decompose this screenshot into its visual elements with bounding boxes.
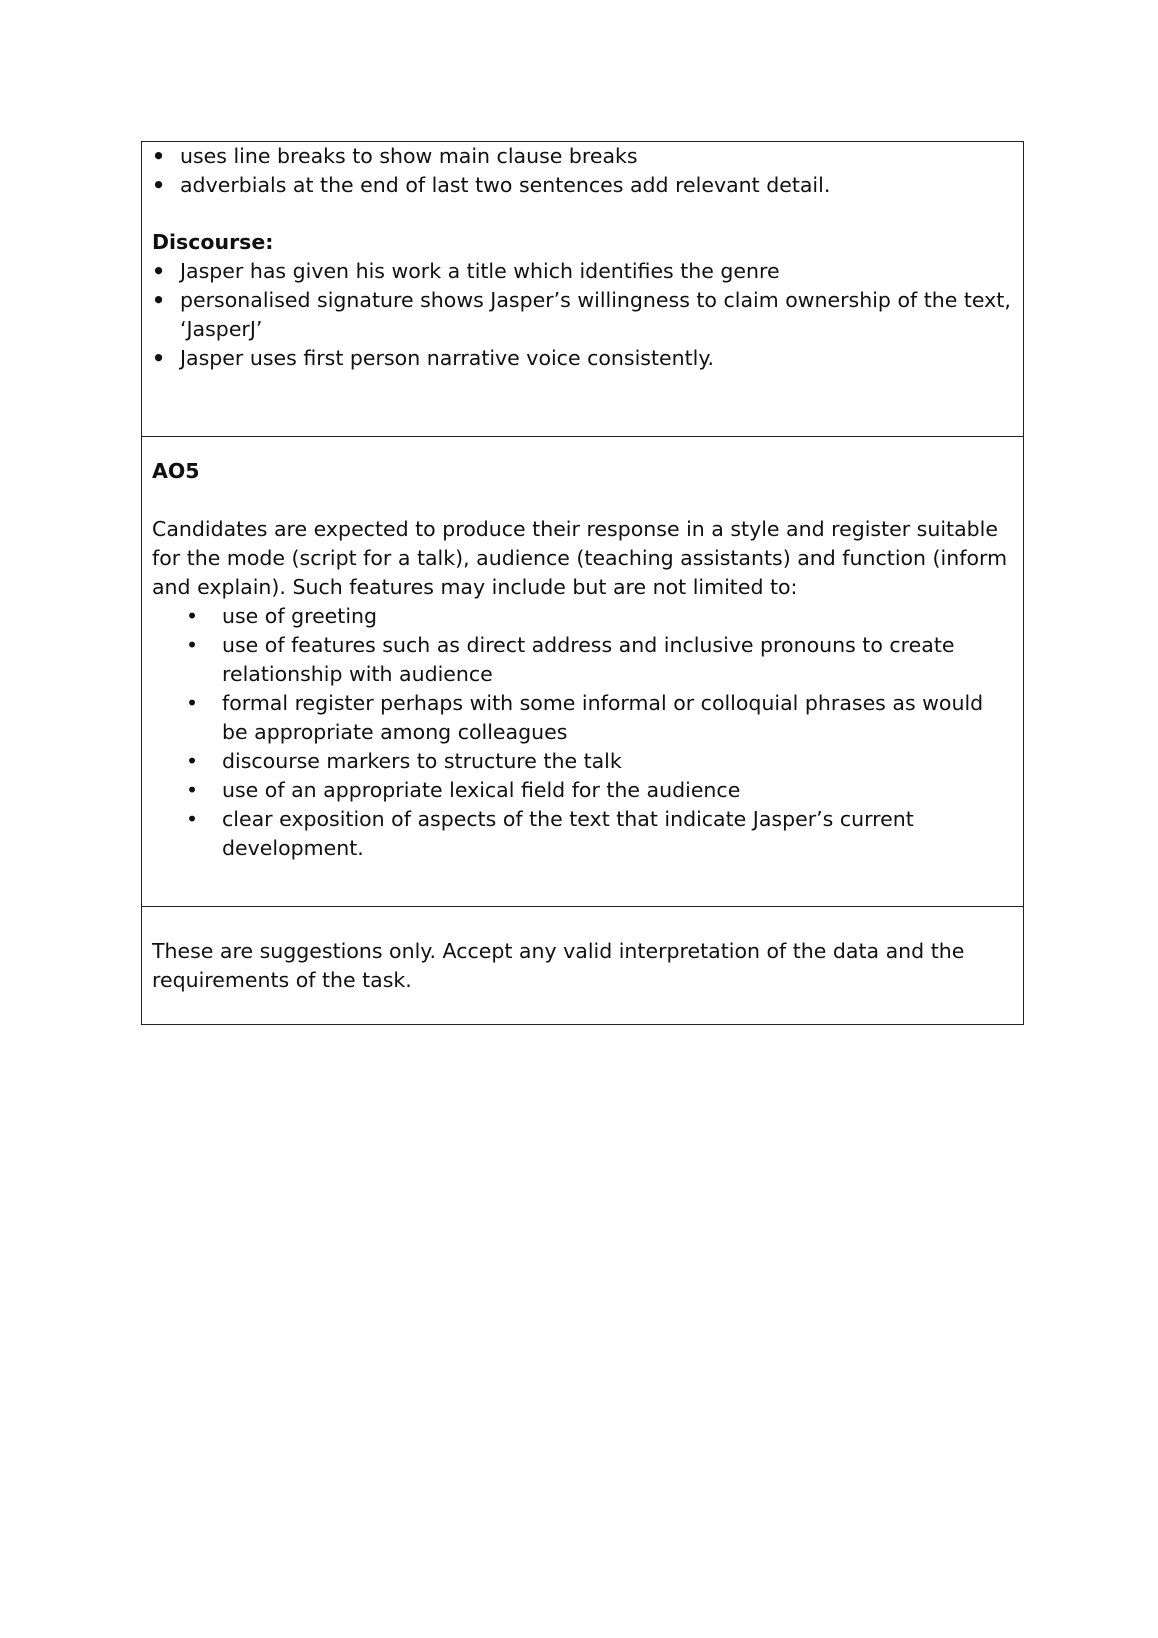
guidance-note-cell — [142, 906, 1023, 1024]
list-item: • clear exposition of aspects of the text that indicate Jasper’s current development. — [152, 805, 1013, 863]
list-item: • personalised signature shows Jasper’s willingness to claim ownership of the text, ‘JasperJ’ — [152, 286, 1013, 344]
ao5-heading: AO5 — [152, 459, 200, 483]
list-item: • adverbials at the end of last two sentences add relevant detail. — [152, 171, 1013, 200]
list-item: • uses line breaks to show main clause breaks — [152, 142, 1013, 171]
list-item: • Jasper uses first person narrative voice consistently. — [152, 344, 1013, 373]
discourse-heading: Discourse: — [152, 230, 274, 254]
ao5-cell — [142, 436, 1023, 906]
list-item: • use of an appropriate lexical field for the audience — [152, 776, 1013, 805]
mark-scheme-table — [141, 141, 1024, 1025]
list-item: • use of features such as direct address and inclusive pronouns to create relationship with audience — [152, 631, 1013, 689]
ao5-intro: Candidates are expected to produce their response in a style and register suitable for the mode (script for a talk), audience (teaching assistants) and function (inform and explain). Such features may include but are not limited to: — [152, 517, 1008, 599]
list-item: • formal register perhaps with some informal or colloquial phrases as would be appropriate among colleagues — [152, 689, 1013, 747]
list-item: • Jasper has given his work a title which identifies the genre — [152, 257, 1013, 286]
list-item: • discourse markers to structure the talk — [152, 747, 1013, 776]
guidance-note: These are suggestions only. Accept any valid interpretation of the data and the requirements of the task. — [152, 939, 965, 992]
discourse-list — [152, 257, 1013, 373]
list-item: • use of greeting — [152, 602, 1013, 631]
ao5-features-list — [152, 602, 1013, 863]
language-features-cell — [142, 142, 1023, 436]
sentence-features-list — [152, 142, 1013, 200]
